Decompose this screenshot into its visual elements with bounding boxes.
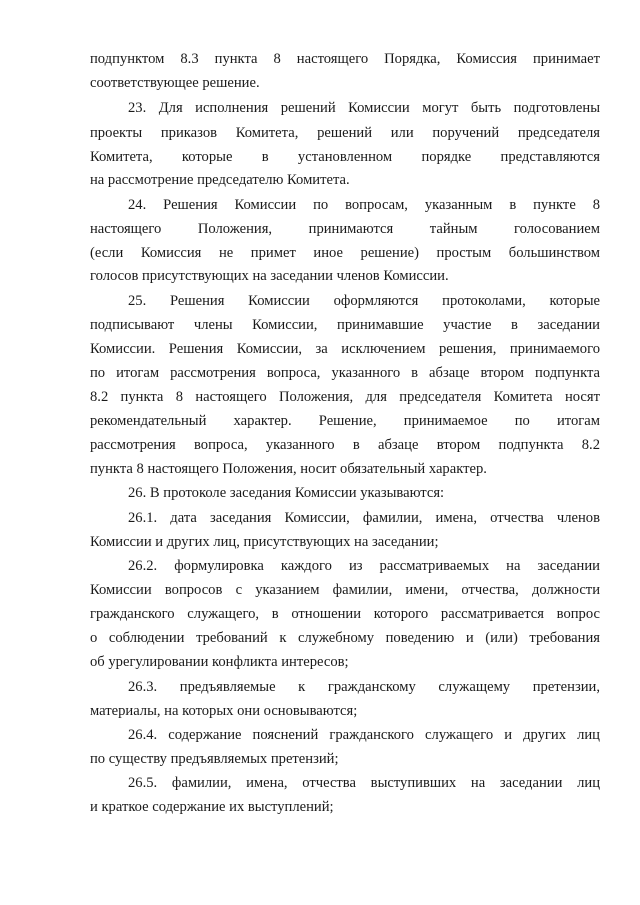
- text-line: об урегулировании конфликта интересов;: [90, 654, 349, 670]
- text-line: Комиссии и других лиц, присутствующих на заседании;: [90, 534, 439, 550]
- text-line: (если Комиссия не примет иное решение) простым большинством: [90, 245, 600, 261]
- text-line: на рассмотрение председателю Комитета.: [90, 172, 350, 188]
- text-line: 26.1. дата заседания Комиссии, фамилии, имена, отчества членов: [128, 510, 600, 526]
- text-line: 25. Решения Комиссии оформляются протоколами, которые: [128, 293, 600, 309]
- text-line: соответствующее решение.: [90, 75, 260, 91]
- text-line: Комиссии вопросов с указанием фамилии, имени, отчества, должности: [90, 582, 600, 598]
- text-line: 26. В протоколе заседания Комиссии указываются:: [128, 485, 445, 501]
- text-line: 23. Для исполнения решений Комиссии могут быть подготовлены: [128, 100, 600, 116]
- text-line: материалы, на которых они основываются;: [90, 703, 358, 719]
- text-line: гражданского служащего, в отношении которого рассматривается вопрос: [90, 606, 600, 622]
- text-line: подпунктом 8.3 пункта 8 настоящего Порядка, Комиссия принимает: [90, 51, 600, 67]
- text-line: подписывают члены Комиссии, принимавшие участие в заседании: [90, 317, 600, 333]
- text-line: по существу предъявляемых претензий;: [90, 751, 339, 767]
- text-line: голосов присутствующих на заседании членов Комиссии.: [90, 268, 449, 284]
- text-line: 26.5. фамилии, имена, отчества выступивших на заседании лиц: [128, 775, 600, 791]
- text-line: Комиссии. Решения Комиссии, за исключением решения, принимаемого: [90, 341, 600, 357]
- text-line: проекты приказов Комитета, решений или поручений председателя: [90, 125, 600, 141]
- text-line: 24. Решения Комиссии по вопросам, указанным в пункте 8: [128, 197, 600, 213]
- text-line: 26.2. формулировка каждого из рассматриваемых на заседании: [128, 558, 600, 574]
- text-line: 26.3. предъявляемые к гражданскому служащему претензии,: [128, 679, 600, 695]
- text-line: рассмотрения вопроса, указанного в абзаце втором подпункта 8.2: [90, 437, 600, 453]
- text-line: и краткое содержание их выступлений;: [90, 799, 334, 815]
- text-line: настоящего Положения, принимаются тайным голосованием: [90, 221, 600, 237]
- text-line: по итогам рассмотрения вопроса, указанного в абзаце втором подпункта: [90, 365, 600, 381]
- text-line: рекомендательный характер. Решение, принимаемое по итогам: [90, 413, 600, 429]
- text-line: Комитета, которые в установленном порядке представляются: [90, 149, 600, 165]
- text-line: 8.2 пункта 8 настоящего Положения, для председателя Комитета носят: [90, 389, 600, 405]
- text-line: пункта 8 настоящего Положения, носит обязательный характер.: [90, 461, 487, 477]
- text-line: о соблюдении требований к служебному поведению и (или) требования: [90, 630, 600, 646]
- text-line: 26.4. содержание пояснений гражданского служащего и других лиц: [128, 727, 600, 743]
